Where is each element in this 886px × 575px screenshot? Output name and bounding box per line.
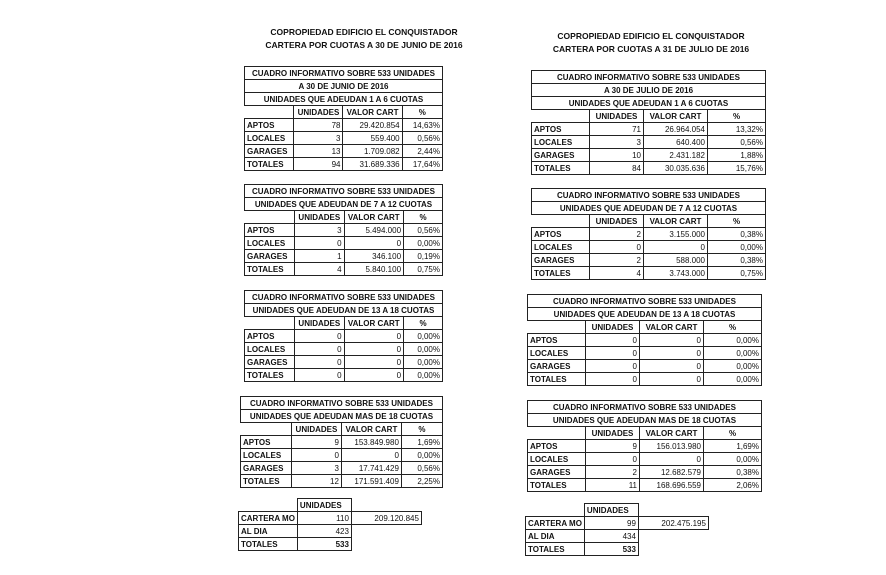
units-cell: 533 bbox=[297, 538, 351, 551]
percent-cell: 0,00% bbox=[404, 369, 443, 382]
percent-cell: 15,76% bbox=[708, 162, 766, 175]
value-cell: 0 bbox=[640, 453, 704, 466]
summary-row bbox=[526, 517, 709, 530]
units-cell: 84 bbox=[590, 162, 644, 175]
empty-cell bbox=[245, 106, 294, 119]
row-label: LOCALES bbox=[245, 132, 294, 145]
table-row bbox=[532, 241, 766, 254]
table-title: CUADRO INFORMATIVO SOBRE 533 UNIDADES bbox=[532, 71, 766, 84]
value-cell: 1.709.082 bbox=[343, 145, 402, 158]
summary-row bbox=[239, 538, 422, 551]
table-row bbox=[245, 330, 443, 343]
table-row bbox=[532, 123, 766, 136]
table-title: CUADRO INFORMATIVO SOBRE 533 UNIDADES bbox=[245, 67, 443, 80]
summary-table bbox=[525, 503, 709, 556]
units-cell: 2 bbox=[590, 228, 644, 241]
units-cell: 0 bbox=[590, 241, 644, 254]
table-title: UNIDADES QUE ADEUDAN 1 A 6 CUOTAS bbox=[532, 97, 766, 110]
table-title-row bbox=[528, 414, 762, 427]
table-row bbox=[532, 228, 766, 241]
table-title: UNIDADES QUE ADEUDAN DE 7 A 12 CUOTAS bbox=[532, 202, 766, 215]
units-cell: 110 bbox=[297, 512, 351, 525]
units-cell: 71 bbox=[590, 123, 644, 136]
table-title: UNIDADES QUE ADEUDAN MAS DE 18 CUOTAS bbox=[528, 414, 762, 427]
table-title-row bbox=[532, 71, 766, 84]
heading-line-1: COPROPIEDAD EDIFICIO EL CONQUISTADOR bbox=[557, 31, 745, 41]
percent-cell: 0,75% bbox=[708, 267, 766, 280]
table-title: CUADRO INFORMATIVO SOBRE 533 UNIDADES bbox=[528, 401, 762, 414]
table-row bbox=[528, 347, 762, 360]
value-cell: 5.494.000 bbox=[344, 224, 404, 237]
table-row bbox=[528, 360, 762, 373]
column-header: VALOR CART bbox=[344, 317, 404, 330]
empty-cell bbox=[351, 525, 421, 538]
column-header-row bbox=[528, 321, 762, 334]
value-cell: 346.100 bbox=[344, 250, 404, 263]
table-title-row bbox=[532, 189, 766, 202]
row-label: TOTALES bbox=[528, 479, 586, 492]
value-cell: 0 bbox=[640, 347, 704, 360]
table-title: CUADRO INFORMATIVO SOBRE 533 UNIDADES bbox=[245, 185, 443, 198]
percent-cell: 0,00% bbox=[404, 343, 443, 356]
column-header: UNIDADES bbox=[294, 106, 343, 119]
table-row bbox=[528, 373, 762, 386]
units-cell: 78 bbox=[294, 119, 343, 132]
table-title: CUADRO INFORMATIVO SOBRE 533 UNIDADES bbox=[532, 189, 766, 202]
table-title-row bbox=[532, 84, 766, 97]
row-label: CARTERA MO bbox=[239, 512, 298, 525]
percent-cell: 0,38% bbox=[704, 466, 762, 479]
value-cell: 0 bbox=[344, 343, 404, 356]
value-cell: 0 bbox=[344, 237, 404, 250]
empty-cell bbox=[528, 427, 586, 440]
row-label: GARAGES bbox=[245, 356, 295, 369]
row-label: APTOS bbox=[532, 228, 590, 241]
value-cell: 0 bbox=[344, 369, 404, 382]
units-cell: 0 bbox=[295, 356, 344, 369]
empty-cell bbox=[241, 423, 292, 436]
column-header: % bbox=[708, 110, 766, 123]
row-label: APTOS bbox=[245, 330, 295, 343]
table-row bbox=[245, 237, 443, 250]
column-header: VALOR CART bbox=[640, 427, 704, 440]
cuotas-table bbox=[244, 290, 443, 382]
row-label: LOCALES bbox=[528, 347, 586, 360]
row-label: LOCALES bbox=[528, 453, 586, 466]
table-row bbox=[532, 149, 766, 162]
row-label: APTOS bbox=[528, 334, 586, 347]
row-label: APTOS bbox=[532, 123, 590, 136]
table-title-row bbox=[528, 401, 762, 414]
units-cell: 4 bbox=[590, 267, 644, 280]
value-cell: 2.431.182 bbox=[644, 149, 708, 162]
percent-cell: 2,25% bbox=[401, 475, 442, 488]
row-label: GARAGES bbox=[532, 149, 590, 162]
row-label: APTOS bbox=[245, 224, 295, 237]
percent-cell: 0,00% bbox=[704, 453, 762, 466]
column-header: UNIDADES bbox=[590, 215, 644, 228]
units-cell: 4 bbox=[295, 263, 344, 276]
percent-cell: 0,00% bbox=[708, 241, 766, 254]
units-cell: 0 bbox=[586, 453, 640, 466]
row-label: GARAGES bbox=[245, 145, 294, 158]
table-row bbox=[528, 453, 762, 466]
row-label: LOCALES bbox=[532, 136, 590, 149]
cuotas-table bbox=[244, 184, 443, 276]
row-label: TOTALES bbox=[239, 538, 298, 551]
value-cell: 202.475.195 bbox=[638, 517, 708, 530]
row-label: TOTALES bbox=[532, 267, 590, 280]
table-title-row bbox=[532, 97, 766, 110]
units-cell: 0 bbox=[295, 343, 344, 356]
units-cell: 3 bbox=[590, 136, 644, 149]
units-cell: 423 bbox=[297, 525, 351, 538]
column-header: UNIDADES bbox=[295, 211, 344, 224]
value-cell: 156.013.980 bbox=[640, 440, 704, 453]
value-cell: 29.420.854 bbox=[343, 119, 402, 132]
percent-cell: 0,00% bbox=[704, 347, 762, 360]
table-title-row bbox=[245, 93, 443, 106]
units-cell: 9 bbox=[291, 436, 341, 449]
summary-table bbox=[238, 498, 422, 551]
table-row bbox=[241, 462, 443, 475]
summary-header: UNIDADES bbox=[297, 499, 351, 512]
cuotas-table bbox=[240, 396, 443, 488]
column-header-row bbox=[528, 427, 762, 440]
empty-cell bbox=[351, 538, 421, 551]
value-cell: 640.400 bbox=[644, 136, 708, 149]
table-title: CUADRO INFORMATIVO SOBRE 533 UNIDADES bbox=[245, 291, 443, 304]
row-label: LOCALES bbox=[532, 241, 590, 254]
row-label: AL DIA bbox=[526, 530, 585, 543]
cuotas-table bbox=[244, 66, 443, 171]
table-title-row bbox=[245, 304, 443, 317]
percent-cell: 0,00% bbox=[401, 449, 442, 462]
summary-header-row bbox=[526, 504, 709, 517]
table-title-row bbox=[241, 397, 443, 410]
units-cell: 2 bbox=[586, 466, 640, 479]
units-cell: 99 bbox=[584, 517, 638, 530]
column-header: VALOR CART bbox=[644, 215, 708, 228]
empty-cell bbox=[638, 530, 708, 543]
row-label: APTOS bbox=[245, 119, 294, 132]
percent-cell: 17,64% bbox=[402, 158, 442, 171]
table-row bbox=[528, 466, 762, 479]
percent-cell: 0,38% bbox=[708, 228, 766, 241]
row-label: APTOS bbox=[528, 440, 586, 453]
table-row bbox=[528, 334, 762, 347]
units-cell: 9 bbox=[586, 440, 640, 453]
percent-cell: 0,00% bbox=[704, 373, 762, 386]
row-label: GARAGES bbox=[241, 462, 292, 475]
column-header-row bbox=[241, 423, 443, 436]
table-row bbox=[245, 132, 443, 145]
column-header: % bbox=[404, 211, 443, 224]
table-row bbox=[532, 267, 766, 280]
units-cell: 3 bbox=[295, 224, 344, 237]
row-label: TOTALES bbox=[245, 263, 295, 276]
row-label: TOTALES bbox=[532, 162, 590, 175]
row-label: TOTALES bbox=[245, 158, 294, 171]
units-cell: 1 bbox=[295, 250, 344, 263]
column-header: % bbox=[704, 427, 762, 440]
table-row bbox=[241, 475, 443, 488]
percent-cell: 14,63% bbox=[402, 119, 442, 132]
cuotas-table bbox=[531, 188, 766, 280]
row-label: LOCALES bbox=[241, 449, 292, 462]
table-row bbox=[532, 162, 766, 175]
table-title: A 30 DE JULIO DE 2016 bbox=[532, 84, 766, 97]
column-header-row bbox=[245, 106, 443, 119]
summary-row bbox=[526, 530, 709, 543]
column-header: UNIDADES bbox=[586, 321, 640, 334]
summary-row bbox=[239, 525, 422, 538]
table-row bbox=[245, 158, 443, 171]
empty-cell bbox=[532, 215, 590, 228]
summary-header-row bbox=[239, 499, 422, 512]
value-cell: 0 bbox=[640, 373, 704, 386]
row-label: LOCALES bbox=[245, 237, 295, 250]
column-header: UNIDADES bbox=[586, 427, 640, 440]
units-cell: 434 bbox=[584, 530, 638, 543]
value-cell: 153.849.980 bbox=[341, 436, 401, 449]
units-cell: 0 bbox=[586, 347, 640, 360]
percent-cell: 0,56% bbox=[402, 132, 442, 145]
value-cell: 12.682.579 bbox=[640, 466, 704, 479]
percent-cell: 0,56% bbox=[404, 224, 443, 237]
table-title-row bbox=[241, 410, 443, 423]
row-label: CARTERA MO bbox=[526, 517, 585, 530]
percent-cell: 2,44% bbox=[402, 145, 442, 158]
cuotas-table bbox=[527, 294, 762, 386]
units-cell: 0 bbox=[586, 334, 640, 347]
table-row bbox=[245, 250, 443, 263]
units-cell: 12 bbox=[291, 475, 341, 488]
table-title: CUADRO INFORMATIVO SOBRE 533 UNIDADES bbox=[241, 397, 443, 410]
column-header: % bbox=[404, 317, 443, 330]
units-cell: 533 bbox=[584, 543, 638, 556]
units-cell: 0 bbox=[295, 237, 344, 250]
table-title: UNIDADES QUE ADEUDAN DE 13 A 18 CUOTAS bbox=[245, 304, 443, 317]
summary-row bbox=[526, 543, 709, 556]
table-row bbox=[245, 356, 443, 369]
table-title: CUADRO INFORMATIVO SOBRE 533 UNIDADES bbox=[528, 295, 762, 308]
percent-cell: 0,56% bbox=[401, 462, 442, 475]
percent-cell: 0,00% bbox=[704, 334, 762, 347]
empty-cell bbox=[239, 499, 298, 512]
row-label: TOTALES bbox=[245, 369, 295, 382]
empty-cell bbox=[245, 317, 295, 330]
row-label: GARAGES bbox=[528, 360, 586, 373]
empty-cell bbox=[351, 499, 421, 512]
table-title-row bbox=[245, 67, 443, 80]
table-title: UNIDADES QUE ADEUDAN DE 13 A 18 CUOTAS bbox=[528, 308, 762, 321]
column-header: VALOR CART bbox=[640, 321, 704, 334]
value-cell: 17.741.429 bbox=[341, 462, 401, 475]
row-label: GARAGES bbox=[528, 466, 586, 479]
report-july bbox=[443, 0, 886, 575]
value-cell: 5.840.100 bbox=[344, 263, 404, 276]
units-cell: 3 bbox=[294, 132, 343, 145]
heading-line-1: COPROPIEDAD EDIFICIO EL CONQUISTADOR bbox=[270, 27, 458, 37]
units-cell: 13 bbox=[294, 145, 343, 158]
column-header: UNIDADES bbox=[291, 423, 341, 436]
row-label: LOCALES bbox=[245, 343, 295, 356]
value-cell: 588.000 bbox=[644, 254, 708, 267]
value-cell: 171.591.409 bbox=[341, 475, 401, 488]
table-row bbox=[245, 119, 443, 132]
column-header: % bbox=[401, 423, 442, 436]
empty-cell bbox=[532, 110, 590, 123]
table-title-row bbox=[245, 198, 443, 211]
value-cell: 0 bbox=[341, 449, 401, 462]
column-header-row bbox=[245, 211, 443, 224]
report-heading bbox=[531, 30, 771, 56]
heading-line-2: CARTERA POR CUOTAS A 31 DE JULIO DE 2016 bbox=[552, 44, 750, 54]
value-cell: 31.689.336 bbox=[343, 158, 402, 171]
percent-cell: 0,19% bbox=[404, 250, 443, 263]
units-cell: 10 bbox=[590, 149, 644, 162]
table-row bbox=[245, 343, 443, 356]
table-row bbox=[241, 449, 443, 462]
value-cell: 559.400 bbox=[343, 132, 402, 145]
table-title-row bbox=[245, 80, 443, 93]
cuotas-table bbox=[527, 400, 762, 492]
percent-cell: 0,38% bbox=[708, 254, 766, 267]
percent-cell: 0,00% bbox=[404, 330, 443, 343]
value-cell: 209.120.845 bbox=[351, 512, 421, 525]
column-header: VALOR CART bbox=[644, 110, 708, 123]
table-title: UNIDADES QUE ADEUDAN 1 A 6 CUOTAS bbox=[245, 93, 443, 106]
table-row bbox=[528, 479, 762, 492]
column-header-row bbox=[245, 317, 443, 330]
table-title-row bbox=[528, 295, 762, 308]
table-title: UNIDADES QUE ADEUDAN MAS DE 18 CUOTAS bbox=[241, 410, 443, 423]
units-cell: 2 bbox=[590, 254, 644, 267]
table-row bbox=[245, 263, 443, 276]
row-label: APTOS bbox=[241, 436, 292, 449]
value-cell: 30.035.636 bbox=[644, 162, 708, 175]
column-header: VALOR CART bbox=[344, 211, 404, 224]
table-row bbox=[245, 369, 443, 382]
units-cell: 3 bbox=[291, 462, 341, 475]
empty-cell bbox=[638, 504, 708, 517]
table-row bbox=[241, 436, 443, 449]
row-label: AL DIA bbox=[239, 525, 298, 538]
column-header: % bbox=[402, 106, 442, 119]
percent-cell: 1,69% bbox=[401, 436, 442, 449]
value-cell: 3.743.000 bbox=[644, 267, 708, 280]
units-cell: 0 bbox=[586, 373, 640, 386]
column-header-row bbox=[532, 110, 766, 123]
units-cell: 94 bbox=[294, 158, 343, 171]
percent-cell: 0,00% bbox=[704, 360, 762, 373]
value-cell: 0 bbox=[640, 334, 704, 347]
table-title-row bbox=[528, 308, 762, 321]
value-cell: 0 bbox=[644, 241, 708, 254]
value-cell: 0 bbox=[640, 360, 704, 373]
percent-cell: 1,88% bbox=[708, 149, 766, 162]
column-header: VALOR CART bbox=[343, 106, 402, 119]
percent-cell: 0,75% bbox=[404, 263, 443, 276]
empty-cell bbox=[245, 211, 295, 224]
cuotas-table bbox=[531, 70, 766, 175]
value-cell: 0 bbox=[344, 356, 404, 369]
table-row bbox=[532, 254, 766, 267]
column-header: % bbox=[704, 321, 762, 334]
table-row bbox=[245, 145, 443, 158]
row-label: TOTALES bbox=[241, 475, 292, 488]
units-cell: 0 bbox=[586, 360, 640, 373]
table-title: UNIDADES QUE ADEUDAN DE 7 A 12 CUOTAS bbox=[245, 198, 443, 211]
value-cell: 168.696.559 bbox=[640, 479, 704, 492]
empty-cell bbox=[638, 543, 708, 556]
percent-cell: 13,32% bbox=[708, 123, 766, 136]
column-header: VALOR CART bbox=[341, 423, 401, 436]
units-cell: 0 bbox=[295, 369, 344, 382]
column-header: UNIDADES bbox=[590, 110, 644, 123]
row-label: TOTALES bbox=[528, 373, 586, 386]
row-label: TOTALES bbox=[526, 543, 585, 556]
table-title-row bbox=[245, 291, 443, 304]
summary-header: UNIDADES bbox=[584, 504, 638, 517]
column-header-row bbox=[532, 215, 766, 228]
table-title-row bbox=[245, 185, 443, 198]
percent-cell: 1,69% bbox=[704, 440, 762, 453]
units-cell: 0 bbox=[295, 330, 344, 343]
empty-cell bbox=[526, 504, 585, 517]
units-cell: 11 bbox=[586, 479, 640, 492]
column-header: % bbox=[708, 215, 766, 228]
summary-row bbox=[239, 512, 422, 525]
value-cell: 26.964.054 bbox=[644, 123, 708, 136]
percent-cell: 0,56% bbox=[708, 136, 766, 149]
table-row bbox=[528, 440, 762, 453]
table-title-row bbox=[532, 202, 766, 215]
table-row bbox=[245, 224, 443, 237]
table-title: A 30 DE JUNIO DE 2016 bbox=[245, 80, 443, 93]
empty-cell bbox=[528, 321, 586, 334]
units-cell: 0 bbox=[291, 449, 341, 462]
value-cell: 0 bbox=[344, 330, 404, 343]
row-label: GARAGES bbox=[245, 250, 295, 263]
percent-cell: 0,00% bbox=[404, 356, 443, 369]
table-row bbox=[532, 136, 766, 149]
percent-cell: 2,06% bbox=[704, 479, 762, 492]
row-label: GARAGES bbox=[532, 254, 590, 267]
heading-line-2: CARTERA POR CUOTAS A 30 DE JUNIO DE 2016 bbox=[265, 40, 463, 50]
percent-cell: 0,00% bbox=[404, 237, 443, 250]
value-cell: 3.155.000 bbox=[644, 228, 708, 241]
column-header: UNIDADES bbox=[295, 317, 344, 330]
